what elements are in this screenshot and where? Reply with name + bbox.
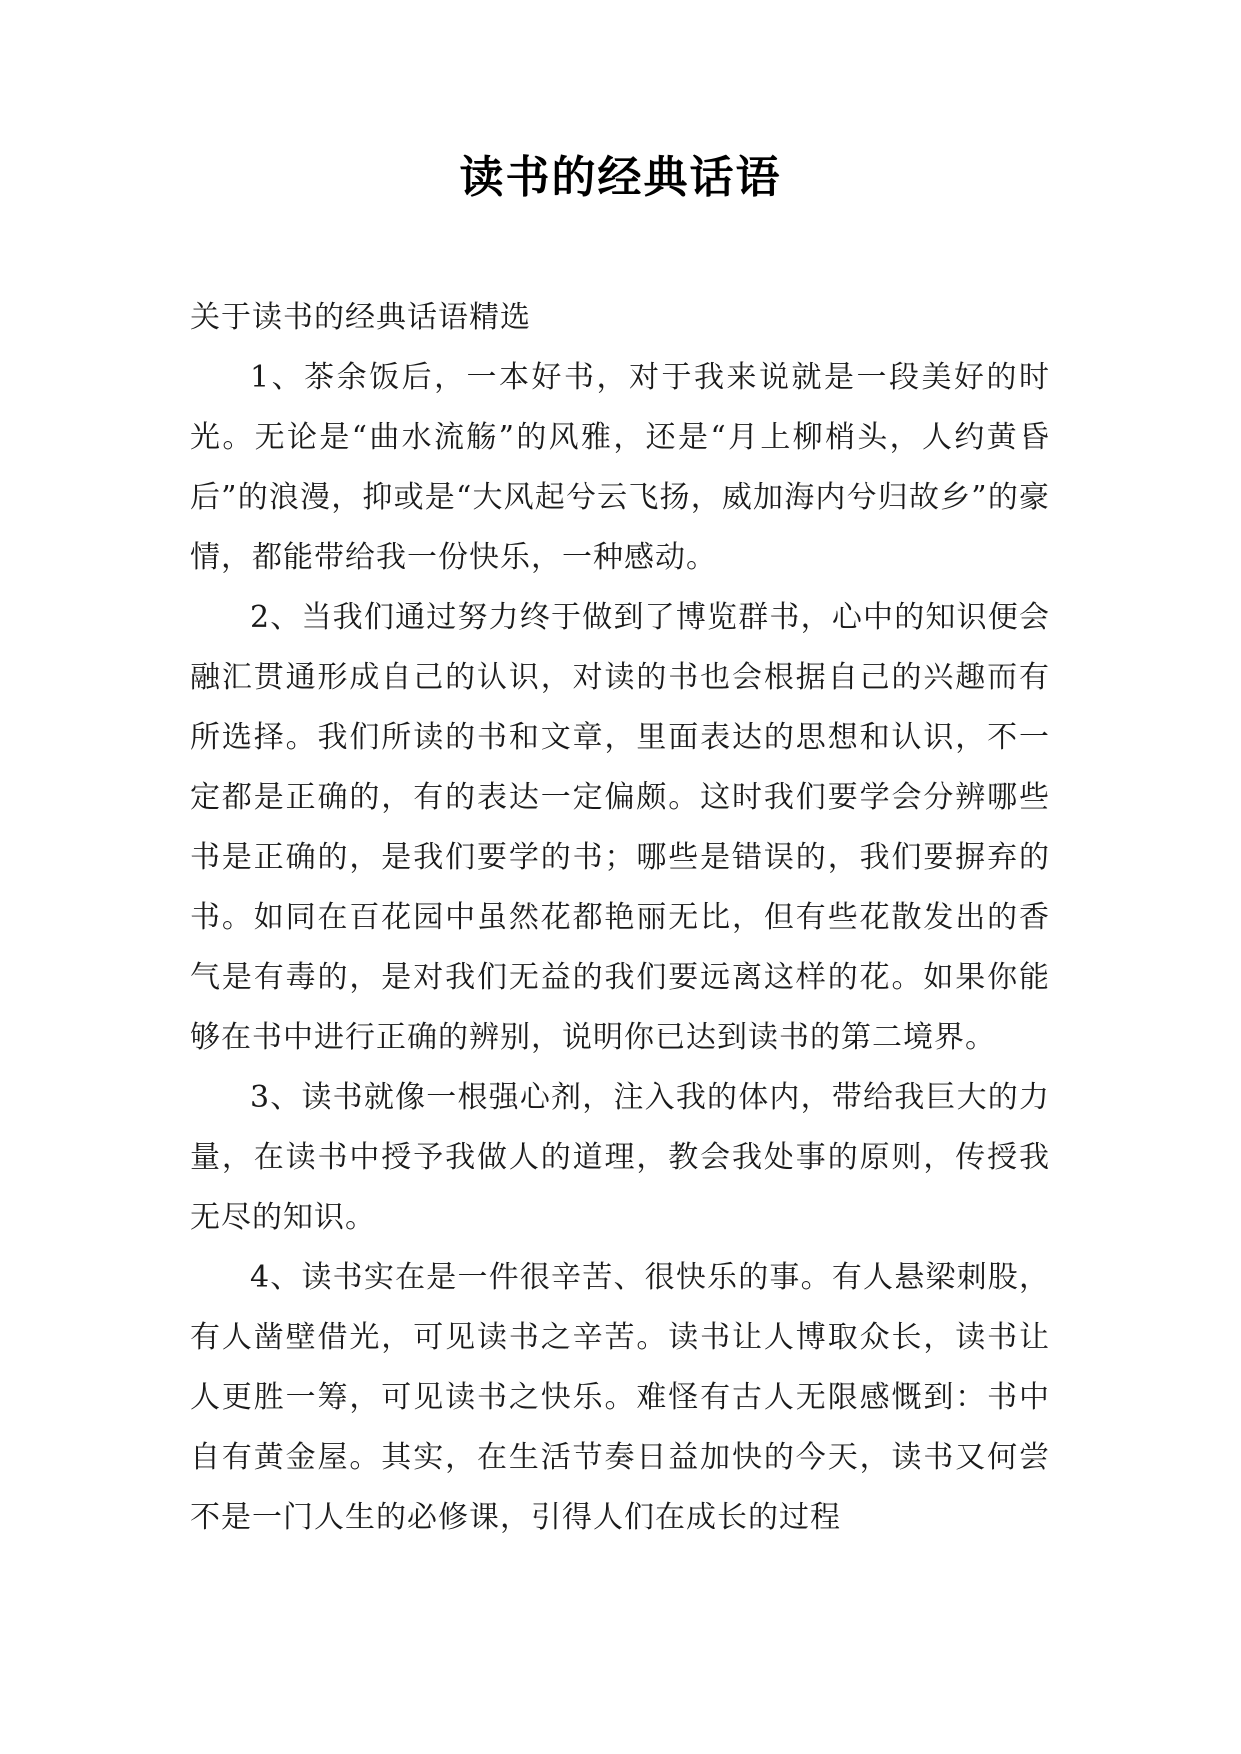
paragraph-4: 4、读书实在是一件很辛苦、很快乐的事。有人悬梁刺股，有人凿壁借光，可见读书之辛苦。读书让人博取众长，读书让人更胜一筹，可见读书之快乐。难怪有古人无限感慨到：书中自有黄金屋。其实，在生活节奏日益加快的今天，读书又何尝不是一门人生的必修课，引得人们在成长的过程 [190, 1260, 1050, 1535]
paragraph-2: 2、当我们通过努力终于做到了博览群书，心中的知识便会融汇贯通形成自己的认识，对读的书也会根据自己的兴趣而有所选择。我们所读的书和文章，里面表达的思想和认识，不一定都是正确的，有的表达一定偏颇。这时我们要学会分辨哪些书是正确的，是我们要学的书；哪些是错误的，我们要摒弃的书。如同在百花园中虽然花都艳丽无比，但有些花散发出的香气是有毒的，是对我们无益的我们要远离这样的花。如果你能够在书中进行正确的辨别，说明你已达到读书的第二境界。 [190, 600, 1050, 1055]
paragraph-3: 3、读书就像一根强心剂，注入我的体内，带给我巨大的力量，在读书中授予我做人的道理，教会我处事的原则，传授我无尽的知识。 [190, 1080, 1050, 1235]
document-title: 读书的经典话语 [459, 152, 782, 203]
paragraph-1: 1、茶余饭后，一本好书，对于我来说就是一段美好的时光。无论是“曲水流觞”的风雅，还是“月上柳梢头，人约黄昏后”的浪漫，抑或是“大风起兮云飞扬，威加海内兮归故乡”的豪情，都能带给我一份快乐，一种感动。 [190, 360, 1050, 575]
document-subtitle: 关于读书的经典话语精选 [190, 300, 531, 335]
document-body [190, 288, 1050, 1548]
